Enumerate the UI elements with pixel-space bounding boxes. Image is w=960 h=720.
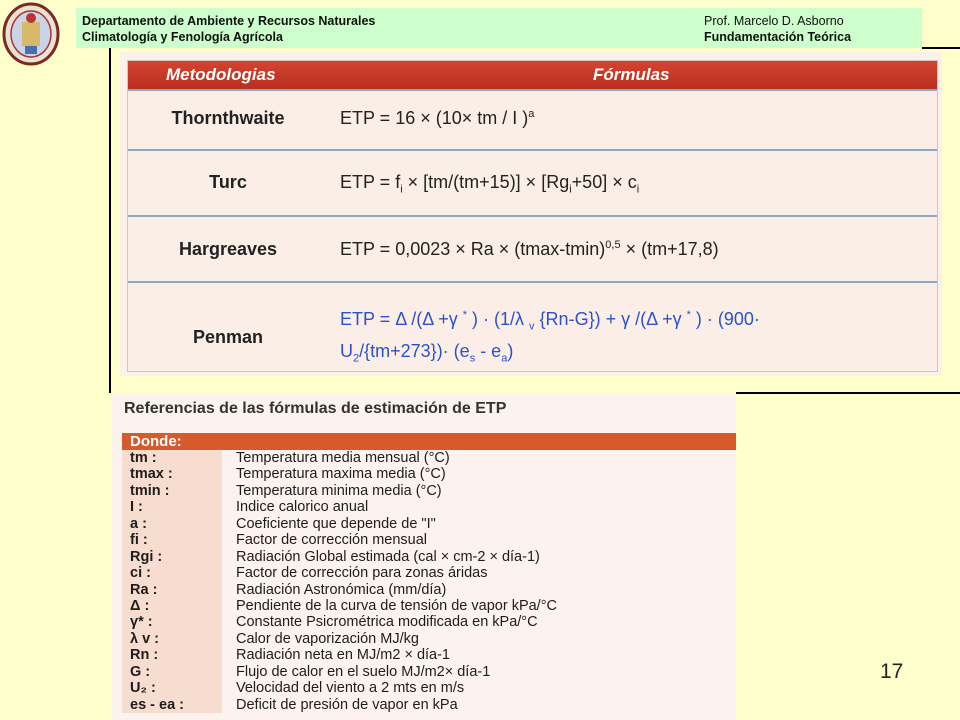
reference-symbol: tmax : [122,466,222,482]
formula-table [120,52,942,376]
references-list [122,450,736,713]
reference-symbol: es - ea : [122,697,222,713]
col-header-methods: Metodologias [166,65,276,84]
page-number: 17 [880,660,904,683]
reference-symbol: I : [122,499,222,515]
reference-description: Flujo de calor en el suelo MJ/m2× día-1 [236,663,491,680]
list-item [122,647,736,663]
reference-description: Temperatura maxima media (°C) [236,466,446,483]
vertical-divider [109,48,111,393]
list-item [122,483,736,499]
list-item [122,598,736,614]
list-item [122,549,736,565]
col-header-formulas: Fórmulas [593,65,670,84]
reference-symbol: ci : [122,565,222,581]
reference-symbol: U₂ : [122,680,222,696]
method-name: Hargreaves [178,239,278,259]
table-row [128,281,937,373]
reference-symbol: Ra : [122,582,222,598]
reference-symbol: γ* : [122,614,222,630]
reference-description: Temperatura media mensual (°C) [236,450,450,466]
method-name: Turc [209,172,247,192]
formula-turc: ETP = $f_i \times [tm/(tm+15)] \times [Rg_i+50] \times c_i$ [340,172,640,196]
table-row [128,149,937,217]
table-row [128,89,937,151]
list-item [122,664,736,680]
list-item [122,680,736,696]
reference-description: Radiación neta en MJ/m2 × día-1 [236,647,450,664]
reference-symbol: Rgi : [122,549,222,565]
reference-symbol: tmin : [122,483,222,499]
reference-symbol: fi : [122,532,222,548]
reference-description: Factor de corrección mensual [236,532,427,549]
donde-header: Donde: [122,433,736,450]
course-name: Climatología y Fenología Agrícola [82,30,283,44]
list-item [122,499,736,515]
reference-description: Radiación Global estimada (cal × cm-2 × día-1) [236,548,540,565]
professor-name: Prof. Marcelo D. Asborno [704,14,844,28]
reference-description: Constante Psicrométrica modificada en kPa/°C [236,614,538,631]
references-panel [112,393,736,720]
list-item [122,631,736,647]
reference-symbol: a : [122,516,222,532]
reference-symbol: G : [122,664,222,680]
reference-description: Calor de vaporización MJ/kg [236,630,419,647]
list-item [122,516,736,532]
list-item [122,614,736,630]
bottom-rule [736,392,960,394]
reference-symbol: Δ : [122,598,222,614]
reference-description: Deficit de presión de vapor en kPa [236,696,458,713]
formula-hargreaves: ETP = $0,0023 \times Ra \times (tmax-tmin)^{0,5} \times (tm+17,8)$ [340,239,719,259]
header-left [82,13,375,45]
formula-penman: ETP = Δ /(Δ +γ * ) · (1/λ $_v$ {Rn-G}) + γ /(Δ +γ * ) · (900· $U_2/\{tm+273\})\cdot (e_s - e_a)$ [340,309,760,365]
list-item [122,582,736,598]
list-item [122,697,736,713]
reference-description: Factor de corrección para zonas áridas [236,565,488,582]
formula-table-header [128,61,937,89]
reference-description: Pendiente de la curva de tensión de vapor kPa/°C [236,597,557,614]
reference-symbol: tm : [122,450,222,466]
reference-symbol: Rn : [122,647,222,663]
reference-description: Coeficiente que depende de "I" [236,515,436,532]
reference-description: Velocidad del viento a 2 mts en m/s [236,680,465,697]
list-item [122,466,736,482]
method-name: Thornthwaite [171,108,285,128]
list-item [122,565,736,581]
top-rule [922,47,960,49]
reference-description: Radiación Astronómica (mm/día) [236,581,447,598]
university-seal-icon [2,2,60,66]
method-name: Penman [192,327,264,347]
list-item [122,532,736,548]
table-row [128,215,937,283]
reference-description: Temperatura minima media (°C) [236,482,442,499]
reference-description: Indice calorico anual [236,499,369,516]
department-name: Departamento de Ambiente y Recursos Naturales [82,14,376,28]
formula-thornthwaite: ETP = 16 × (10× tm / I )$^a$ [340,108,535,128]
header-right [704,13,851,45]
references-title: Referencias de las fórmulas de estimación de ETP [124,400,507,417]
list-item [122,450,736,466]
section-subtitle: Fundamentación Teórica [704,30,852,44]
reference-symbol: λ v : [122,631,222,647]
